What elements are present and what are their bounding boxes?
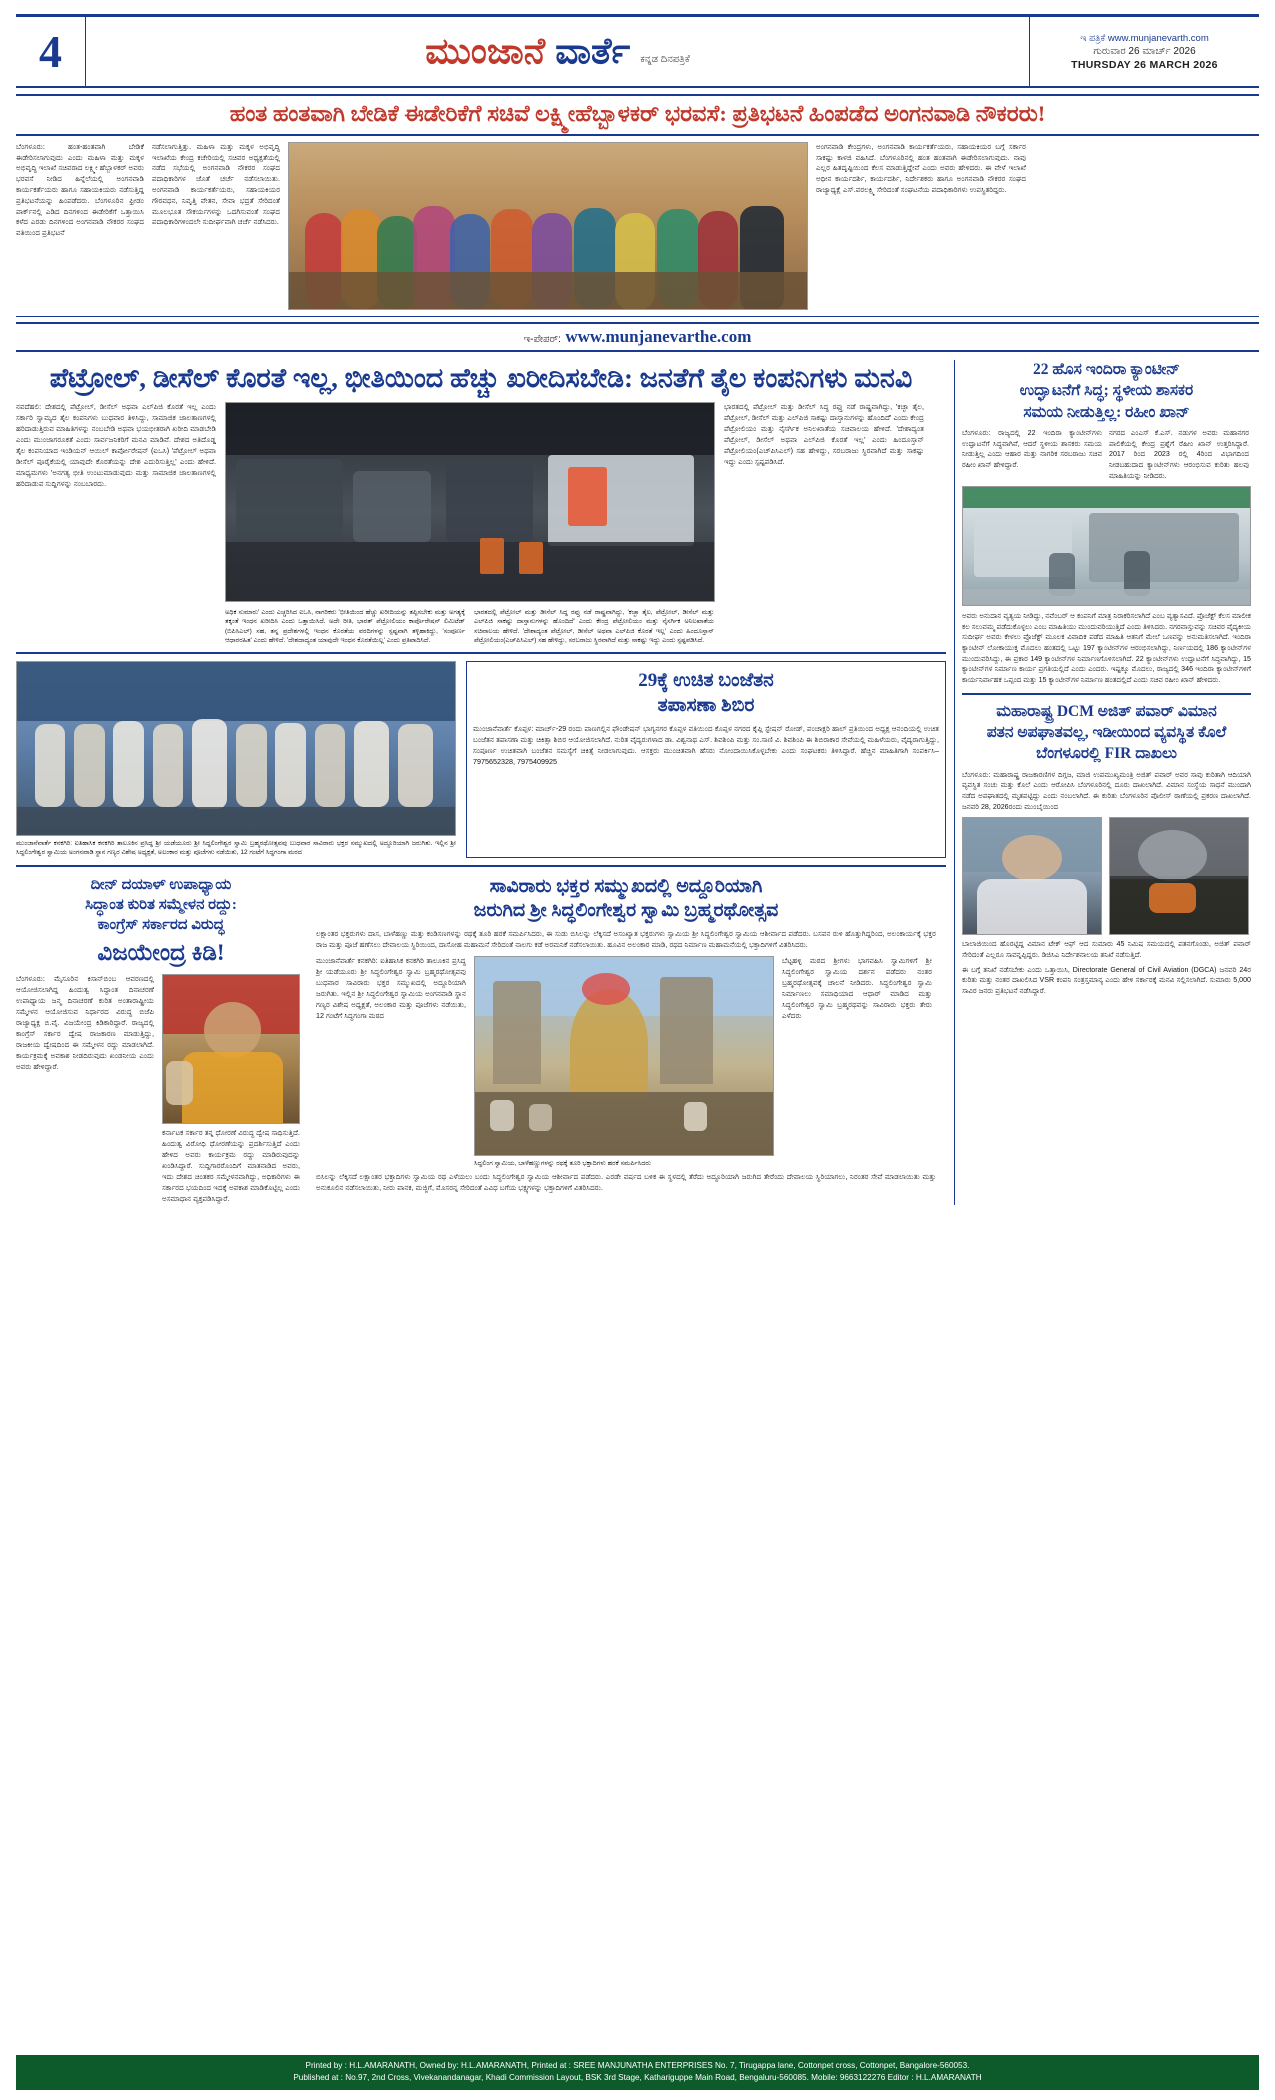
shibira-photo-detail [17,662,455,835]
canteen-column-1: ಬೆಂಗಳೂರು: ರಾಜ್ಯದಲ್ಲಿ 22 ಇಂದಿರಾ ಕ್ಯಾಂಟೀನ್‌ಗಳು ಉದ್ಘಾಟನೆಗೆ ಸಿದ್ಧವಾಗಿವೆ, ಆದರೆ ಸ್ಥಳೀಯ ಶಾಸಕರು ಸಮಯ ನೀಡುತ್ತಿಲ್ಲ ಎಂದು ಆಹಾರ ಮತ್ತು ನಾಗರಿಕ ಸರಬರಾಜು ಸಚಿವ ರಹೀಂ ಖಾನ್ ಹೇಳಿದ್ದಾರೆ. [962,429,1102,469]
page-footer [16,2055,1259,2090]
masthead-website: ಇ ಪತ್ರಿಕೆ www.munjanevarth.com [1080,32,1209,44]
lead-story [16,142,1259,317]
page-number-box [16,17,86,86]
vijayendra-headline-line4: ವಿಜಯೇಂದ್ರ ಕಿಡಿ! [97,939,225,965]
story-shibira-row [16,661,946,857]
lead-headline: ಹಂತ ಹಂತವಾಗಿ ಬೇಡಿಕೆ ಈಡೇರಿಕೆಗೆ ಸಚಿವೆ ಲಕ್ಷ್ಮೀಹೆಬ್ಬಾಳಕರ್ ಭರವಸೆ: ಪ್ರತಿಭಟನೆ ಹಿಂಪಡೆದ ಅಂಗನವಾಡಿ ನೌಕರರು! [229,101,1046,126]
page-number: 4 [39,25,62,77]
story-petrol-headline: ಪೆಟ್ರೋಲ್, ಡೀಸೆಲ್ ಕೊರತೆ ಇಲ್ಲ, ಭೀತಿಯಿಂದ ಹೆಚ್ಚು ಖರೀದಿಸಬೇಡಿ: ಜನತೆಗೆ ತೈಲ ಕಂಪನಿಗಳು ಮನವಿ [49,362,913,393]
masthead-title-primary: ಮುಂಜಾನೆ [425,31,546,71]
fir-portrait-detail [963,818,1101,934]
vijayendra-headline-wrap [16,876,306,967]
vijayendra-column-2: ಕರ್ನಾಟಕ ಸರ್ಕಾರ ತನ್ನ ಧೋರಣೆ ವಿರುದ್ಧ ದ್ವೇಷ ಸಾಧಿಸುತ್ತಿದೆ. ಹಿಂದುತ್ವ ವಿರೋಧಿ ಧೋರಣೆಯನ್ನು ಪ್ರದರ್ಶಿಸುತ್ತಿದೆ ಎಂದು ಹೇಳಿದ ಅವರು ಕಾರ್ಯಕ್ರಮ ರದ್ದು ಮಾಡಿರುವುದನ್ನು ಖಂಡಿಸಿದ್ದಾರೆ. ಸುದ್ದಿಗಾರರೊಂದಿಗೆ ಮಾತನಾಡಿದ ಅವರು, ಇದು ದೇಶದ ಚಿಂತಕರ ಸಮ್ಮೇಳನವಾಗಿದ್ದು, ಅಧಿಕಾರಿಗಳು ಈ ಸರ್ಕಾರದ ಭಯದಿಂದ ಇದಕ್ಕೆ ಅವಕಾಶ ಮಾಡಿಕೊಟ್ಟಿಲ್ಲ ಎಂದು ಅಸಮಾಧಾನ ವ್ಯಕ್ತಪಡಿಸಿದ್ದಾರೆ. [162,1128,300,1203]
sapta-standfirst: ಲಕ್ಷಾಂತರ ಭಕ್ತರುಗಳು ದಾಸ, ಬಾಳೆಹಣ್ಣು ಮತ್ತು ಕಂಡಿಸಣಗಳನ್ನು ರಥಕ್ಕೆ ತೂರಿ ಹರಕೆ ಸಮರ್ಪಿಸಿದರು, ಈ ಸುಡು ಬಿಸಿಲನ್ನು ಲೆಕ್ಕಿಸದೆ ಅಸಂಖ್ಯಾತ ಭಕ್ತರುಗಳು ಸ್ವಾಮಿಯ ಶ್ರೀ ಸಿದ್ಧಲಿಂಗೇಶ್ವರ ಸ್ವಾಮಿಯ ಆಶೀರ್ವಾದ ಪಡೆದರು. ಬಸವನ ರುಳಿ ಹೊತ್ತುಗಿದ್ದರಿಂದ, ಅಲಂಕಾರ್ಯಕ್ಕೆ ಭಕ್ತರ ರಾಜ ಮತ್ತು ಪೂಜೆ ಹಣೆಸಲು ದೇವಾಲಯ ಸ್ಥಿರಿಯಿಂದ, ದಾಸೋಹ ಮಹಾಮನೆ ಸೇರಿದಂತೆ ನಾಲಗು ಕಡೆ ಅರಮನಿಕೆ ನಡೆಸಲಾಯಿತು. ಹೂವಿನ ಅಲಂಕಾರ ಮಾಡಿ, ರಥದ ನಿರ್ಮಾಣ ಮಹಾಮನೆಯಲ್ಲಿ ಭಕ್ತಾದಿಗಳಿಗೆ ವಿತರಿಸಿದರು. [316,929,936,950]
sapta-column-3: ಬಿಸಿಲನ್ನು ಲೆಕ್ಕಿಸದೆ ಲಕ್ಷಾಂತರ ಭಕ್ತಾದಿಗಳು ಸ್ವಾಮಿಯ ರಥ ಎಳೆಯಲು ಬಂದು ಸಿದ್ಧಲಿಂಗೇಶ್ವರ ಸ್ವಾಮಿಯ ಆಶೀರ್ವಾದ ಪಡೆದರು. ಎರಡೇ ವರ್ಷದ ಬಳಿಕ ಈ ಸ್ಥಳದಲ್ಲಿ ತೆರೆದು ಅದ್ಧೂರಿಯಾಗಿ ಜರುಗಿದ ತೇರೆಂದು ದೇವಾಲಯ ಸ್ಥಿರಿಯಾಗಲು, ನಿರಂತರ ಸೇವೆ ಮಾಡಲಾಯಿತು ಮತ್ತು ಅನುಕೂಲಿನ ನಡೆಸಲಾಯಿತು, ನೀರು ಪಾನಕ, ಮಜ್ಜಿಗೆ, ಮೊಸರನ್ನ ಸೇರಿದಂತೆ ಎವಿಧ ಬಗೆಯ ಭಕ್ಷ್ಯಗಳನ್ನು ಭಕ್ತಾದಿಗಳಿಗೆ ವಿತರಿಸಿದರು. [316,1172,936,1193]
main-content-grid [16,360,1259,1205]
story-petrol [16,362,946,645]
story-petrol-photo [225,402,715,602]
fir-headline-line1: ಮಹಾರಾಷ್ಟ್ರ DCM ಅಜಿತ್ ಪವಾರ್ ವಿಮಾನ [996,702,1217,720]
canteen-headline-line1: 22 ಹೊಸ ಇಂದಿರಾ ಕ್ಯಾಂಟೀನ್ [1033,360,1180,378]
story-petrol-column-1: ನವದೆಹಲಿ: ದೇಶದಲ್ಲಿ ಪೆಟ್ರೋಲ್, ಡೀಸೆಲ್ ಅಥವಾ ಎಲ್‌ಪಿಜಿ ಕೊರತೆ ಇಲ್ಲ ಎಂದು ಸರ್ಕಾರಿ ಸ್ವಾಮ್ಯದ ತೈಲ ಕಂಪನಿಗಳು ಬುಧವಾರ ತಿಳಿಸಿದ್ದು, ಸಾಮಾಜಿಕ ಜಾಲತಾಣಗಳಲ್ಲಿ ಹರಿದಾಡುತ್ತಿರುವ ಮಾಹಿತಿಗಳನ್ನು ನಂಬಬೇಡಿ ಅಥವಾ ಭಯಭೀತರಾಗಿ ಖರೀದಿ ಮಾಡಬೇಡಿ ಎಂದು ಮುಂಜಾಗರೂಕತೆ ಎಂದು ಸಾರ್ವಜನಿಕರಿಗೆ ಮನವಿ ಮಾಡಿವೆ. ದೇಶದ ಅತಿದೊಡ್ಡ ತೈಲ ಕಂಪನಿಯಾದ ಇಂಡಿಯನ್ ಆಯಿಲ್ ಕಾರ್ಪೋರೇಷನ್ (ಐಒಸಿ) 'ಪೆಟ್ರೋಲ್ ಅಥವಾ ಡೀಸೆಲ್ ಪೂರೈಕೆಯಲ್ಲಿ ಯಾವುದೇ ಕೊರತೆಯನ್ನು ದೇಶ ಎದುರಿಸುತ್ತಿಲ್ಲ' ಎಂದು ಹೇಳಿದೆ. ಮಾಧ್ಯಮಗಳು 'ಅನಗತ್ಯ ಭೀತಿ ಉಂಟುಮಾಡುವುದು ಮತ್ತು ಸಾಮಾಜಿಕ ಜಾಲತಾಣಗಳಲ್ಲಿ ಹರಿದಾಡುವ ಸುದ್ದಿಗಳನ್ನು ನಂಬಬಾರದು. [16,402,216,488]
sapta-photo-caption: ಸಿದ್ಧಲಿಂಗ ಸ್ವಾಮಿಯ, ಬಾಳೆಹಣ್ಣುಗಳನ್ನು ರಥಕ್ಕೆ ತೂರಿ ಭಕ್ತಾದಿಗಳು ಹರಕೆ ಸಮರ್ಪಿಸಿದರು [474,1160,651,1168]
fir-portrait-photo [962,817,1102,935]
shibira-headline-line1: 29ಕ್ಕೆ ಉಚಿತ ಬಂಜೆತನ [638,670,774,692]
canteen-column-2: ನಗರದ ಎಂಎಸ್ ಕೆ.ಎಸ್. ನಡುಗಳ ಅವರು ಮಹಾನಗರ ಪಾಲಿಕೆಯಲ್ಲಿ ಕೇಂದ್ರ ಪ್ರಶ್ನೆಗೆ ರೆಹೀಂ ಖಾನ್ ಉತ್ತರಿಸಿದ್ದಾರೆ. 2017 ರಿಂದ 2023 ರಲ್ಲಿ 4ರಿಂದ ವಿಭಾಗದಿಂದ ನೀಡಬಹುದಾದ ಕ್ಯಾಂಟೀನ್‌ಗಳು ಆರಂಭಿಸುವ ಕುರಿತು ಹಲವು ಮಾಹಿತಿಯನ್ನು ನೀಡಿದರು. [1109,429,1249,480]
shibira-photo-block [16,661,456,857]
sapta-column-2: ಬೆಟ್ಟಹಳ್ಳಿ ಮಠದ ಶ್ರೀಗಳು ಭಾಗವಹಿಸಿ ಸ್ವಾಮಿಗಳಿಗೆ ಶ್ರೀ ಸಿದ್ಧಲಿಂಗೇಶ್ವರ ಸ್ವಾಮಿಯ ದರ್ಶನ ಪಡೆದರು ನಂತರ ಬ್ರಹ್ಮರಥೋತ್ಸವಕ್ಕೆ ಚಾಲನೆ ನೀಡಿದರು. ಸಿದ್ಧಲಿಂಗೇಶ್ವರ ಸ್ವಾಮಿ ನಿರ್ಮಾಣಲು ಸಮಾಧಿಯಾದ ಆಧಾರ್ ಮಾಡಿದ ಮತ್ತು ಸಿದ್ಧಲಿಂಗೇಶ್ವರ ಸ್ವಾಮಿ ಬ್ರಹ್ಮರಥವನ್ನು ಸಾವಿರಾರು ಭಕ್ತರು ತೇರು ಎಳೆದರು [782,956,932,1020]
story-petrol-body [16,402,946,645]
right-column-zone [954,360,1251,1205]
sapta-headline-line1: ಸಾವಿರಾರು ಭಕ್ತರ ಸಮ್ಮುಖದಲ್ಲಿ ಅದ್ದೂರಿಯಾಗಿ [489,875,763,897]
fir-crash-detail [1110,818,1248,934]
sapta-headline-wrap [316,876,936,924]
fir-column-1: ಬೆಂಗಳೂರು: ಮಹಾರಾಷ್ಟ್ರ ರಾಜಕಾರಣಿಗಳ ದಿಗ್ಗಜ, ಮಾಜಿ ಉಪಮುಖ್ಯಮಂತ್ರಿ ಅಜಿತ್ ಪವಾರ್ ಅವರ ಸಾವು ಕುರಿತಾಗಿ ಆದಿಯಾಗಿ ವ್ಯವಸ್ಥಿತ ಸಂಚು ಮತ್ತು ಕೊಲೆ ಎಂದು ಆರೋಪಿಸಿ ಬೆಂಗಳೂರಿನಲ್ಲಿ ದೂರು ದಾಖಲಾಗಿದೆ. ವಿಮಾನ ಸಂಸ್ಥೆಯ ಸಾಧನೆ ಮುಂದಾಗಿ ನಡೆದ ಅಪಘಾತದಲ್ಲಿ ಮೃತಪಟ್ಟಿದ್ದು ಎಂದು ನಂಬಲಾಗಿದೆ. ಈ ಕುರಿತು ಬೆಂಗಳೂರಿನ ಪೊಲೀಸ್ ಠಾಣೆಯಲ್ಲಿ ಪ್ರಕರಣ ದಾಖಲಾಗಿದೆ. ಜನವರಿ 28, 2026ರಂದು ಮುಂಬೈಯಿಂದ [962,770,1251,811]
masthead-dateline [1029,17,1259,86]
sapta-column-1: ಮುಂಜಾನೆವಾರ್ತೆ ಕನಕಗಿರಿ: ಐತಿಹಾಸಿಕ ಕನಕಗಿರಿ ತಾಲೂಕಿನ ಪ್ರಸಿದ್ಧ ಶ್ರೀ ಯಡೆಯೂರು ಶ್ರೀ ಸಿದ್ಧಲಿಂಗೇಶ್ವರ ಸ್ವಾಮಿ ಬ್ರಹ್ಮರಥೋತ್ಸವವು ಬುಧವಾರ ಸಾವಿರಾರು ಭಕ್ತರ ಸಮ್ಮುಖದಲ್ಲಿ ಅದ್ದೂರಿಯಾಗಿ ಜರುಗಿತು. ಇಲ್ಲಿನ ಶ್ರೀ ಸಿದ್ಧಲಿಂಗೇಶ್ವರ ಸ್ವಾಮಿಯ ಅಂಗನವಾಡಿ ಸ್ಥಾನ ಗಣ್ಯರ ವಿಶೇಷ ಅಧ್ಯಕ್ಷತೆ, ಅಲಂಕಾರ ಮತ್ತು ಪೂಜೆಗಳು ನಡೆಯಿತು, 12 ಗಂಟೆಗೆ ಸಿದ್ಧಗಂಗಾ ಮಠದ [316,956,466,1020]
canteen-photo [962,486,1251,606]
divider-right-1 [962,693,1251,695]
footer-line-1: Printed by : H.L.AMARANATH, Owned by: H.L.AMARANATH, Printed at : SREE MANJUNATHA ENTERPRISES No. 7, Tirugappa lane, Cottonpet cross, Cottonpet, Bangalore-560053. [305,2060,970,2070]
story-sapta [316,874,936,1205]
masthead-title-secondary: ವಾರ್ತೆ [555,31,631,71]
shibira-photo [16,661,456,836]
footer-line-2: Published at : No.97, 2nd Cross, Vivekanandanagar, Khadi Commission Layout, BSK 3rd Stage, Kathariguppe Main Road, Bengaluru-560085. Mobile: 9663122276 Editor : H.L.AMARANATH [293,2073,982,2083]
lead-headline-band [16,94,1259,136]
vijayendra-headline-line1: ದೀನ್ ದಯಾಳ್ ಉಪಾಧ್ಯಾಯ [90,876,232,893]
lead-column-1: ಬೆಂಗಳೂರು: ಹಂತ-ಹಂತವಾಗಿ ಬೇಡಿಕೆ ಈಡೇರಿಸಲಾಗುವುದು ಎಂದು ಮಹಿಳಾ ಮತ್ತು ಮಕ್ಕಳ ಅಭಿವೃದ್ಧಿ ಇಲಾಖೆ ಸಚಿವರಾದ ಲಕ್ಷ್ಮೀ ಹೆಬ್ಬಾಳಕರ್ ಅವರು ಭರವಸೆ ನೀಡಿದ ಹಿನ್ನೆಲೆಯಲ್ಲಿ ಅಂಗನವಾಡಿ ಕಾರ್ಯಕರ್ತೆಯರು ಹಾಗೂ ಸಹಾಯಕಿಯರು ನಡೆಸುತ್ತಿದ್ದ ಪ್ರತಿಭಟನೆಯನ್ನು ಹಿಂಪಡೆದರು. ಬೆಂಗಳೂರಿನ ಫ್ರೀಡಂ ಪಾರ್ಕ್‌ನಲ್ಲಿ ಎಡಿದ ದಿನಗಳಿಂದ ಈಡೇರಿಕೆಗೆ ಒತ್ತಾಯಿಸಿ ಕಳೆದ ಎರಡು ದಿನಗಳಿಂದ ಅಂಗನವಾಡಿ ನೌಕರರ ಸಂಘದ ವತಿಯಿಂದ ಪ್ರತಿಭಟನೆ [16,141,144,238]
lead-photo-figures [289,143,807,309]
left-column-zone [16,360,946,1205]
epaper-url[interactable]: www.munjanevarthe.com [565,326,752,346]
fir-column-2: ಈ ಬಗ್ಗೆ ತನಿಖೆ ನಡೆಸಬೇಕು ಎಂದು ಒತ್ತಾಯಿಸಿ, Directorate General of Civil Aviation (DGCA) ಜನವರಿ 24ರ ಕುರಿತು ಮತ್ತು ನಂತರ ದಾಖಲಿಸಿದ VSR ಕಂಪನಿ ಸಂತ್ರಸ್ತಮಾನ್ಯ ಎಂದು ಹೇಳಿ ಸರ್ಕಾರಕ್ಕೆ ಮನವಿ ಸಲ್ಲಿಸಲಾಗಿದೆ. ಸುಮಾರು 5,000 ಸಾವಿರ ಜನರು ಪ್ರತಿಭಟನೆ ನಡೆಸಿದ್ದಾರೆ. [962,965,1251,995]
masthead-date-english: THURSDAY 26 MARCH 2026 [1071,58,1218,71]
epaper-strip[interactable] [16,322,1259,352]
shibira-photo-caption: ಮುಂಜಾನೆವಾರ್ತೆ ಕನಕಗಿರಿ: ಐತಿಹಾಸಿಕ ಕನಕಗಿರಿ ತಾಲೂಕಿನ ಪ್ರಸಿದ್ಧ ಶ್ರೀ ಯಡೆಯೂರು ಶ್ರೀ ಸಿದ್ಧಲಿಂಗೇಶ್ವರ ಸ್ವಾಮಿ ಬ್ರಹ್ಮರಥೋತ್ಸವವು ಬುಧವಾರ ಸಾವಿರಾರು ಭಕ್ತರ ಸಮ್ಮುಖದಲ್ಲಿ ಅದ್ದೂರಿಯಾಗಿ ಜರುಗಿತು. ಇಲ್ಲಿನ ಶ್ರೀ ಸಿದ್ಧಲಿಂಗೇಶ್ವರ ಸ್ವಾಮಿಯ ಅಂಗನವಾಡಿ ಸ್ಥಾನ ಗಣ್ಯರ ವಿಶೇಷ ಅಧ್ಯಕ್ಷತೆ, ಅಲಂಕಾರ ಮತ್ತು ಪೂಜೆಗಳು ನಡೆಯಿತು, 12 ಗಂಟೆಗೆ ಸಿದ್ಧಗಂಗಾ ಮಠದ [16,840,456,857]
fir-photo-row [962,817,1251,935]
masthead [16,14,1259,88]
vijayendra-photo-detail [163,975,299,1123]
sapta-headline-line2: ಜರುಗಿದ ಶ್ರೀ ಸಿದ್ಧಲಿಂಗೇಶ್ವರ ಸ್ವಾಮಿ ಬ್ರಹ್ಮರಥೋತ್ಸವ [473,900,779,922]
divider-1 [16,652,946,654]
fir-headline-line3: ಬೆಂಗಳೂರಲ್ಲಿ FIR ದಾಖಲು [1036,745,1177,763]
epaper-label: ಇ-ಪೇಪರ್: [523,333,561,345]
vijayendra-headline-line3: ಕಾಂಗ್ರೆಸ್ ಸರ್ಕಾರದ ವಿರುದ್ಧ [97,916,225,933]
story-petrol-headline-wrap [16,362,946,394]
story-shibira [466,661,946,857]
canteen-headline-line3: ಸಮಯ ನೀಡುತ್ತಿಲ್ಲ: ರಹೀಂ ಖಾನ್ [1023,403,1190,421]
story-petrol-column-3: ಭಾರತದಲ್ಲಿ ಪೆಟ್ರೋಲ್ ಮತ್ತು ಡೀಸೆಲ್ ಸಿದ್ಧ ರಫ್ತು ನಡೆ ರಾಷ್ಟ್ರವಾಗಿದ್ದು, 'ಕಚ್ಛಾ ತೈಲ, ಪೆಟ್ರೋಲ್, ಡೀಸೆಲ್ ಮತ್ತು ಎಲ್‌ಪಿಜಿ ಸಾಕಷ್ಟು ದಾಸ್ತಾನುಗಳನ್ನು ಹೊಂದಿದೆ' ಎಂದು ಕೇಂದ್ರ ಪೆಟ್ರೋಲಿಯಂ ಮತ್ತು ನೈಸರ್ಗಿಕ ಅನಿಲಖಾತೆಯ ಸಚಿವಾಲಯ ಹೇಳಿದೆ. 'ದೇಶಾದ್ಯಂತ ಪೆಟ್ರೋಲ್, ಡೀಸೆಲ್ ಅಥವಾ ಎಲ್‌ಪಿಜಿ ಕೊರತೆ ಇಲ್ಲ' ಎಂದು ಹಿಂದೂಸ್ತಾನ್ ಪೆಟ್ರೋಲಿಯಂ(ಎಚ್‌ಪಿಸಿಎಲ್) ಸಹ ಹೇಳಿದ್ದು, ಸರಬರಾಜು ಸ್ಥಿರವಾಗಿದೆ ಮತ್ತು ಸಾಕಷ್ಟು ಇದ್ದು ಎಂದು ಸ್ಪಷ್ಟಪಡಿಸಿದೆ. [724,402,924,466]
canteen-top-columns [962,428,1251,481]
masthead-title-area [86,17,1029,86]
vijayendra-headline-line2: ಸಿದ್ಧಾಂತ ಕುರಿತ ಸಮ್ಮೇಳನ ರದ್ದು: [85,896,237,913]
vijayendra-column-1: ಬೆಂಗಳೂರು: ಮೈಸೂರಿನ ಕಿಸಾನ್‌ಬಿಂಬ ಆವರಣದಲ್ಲಿ ಆಯೋಜಿಸಲಾಗಿದ್ದ ಹಿಂದುತ್ವ ಸಿದ್ಧಾಂತ ದಿನಾಚರಣೆ ಉಪಾಧ್ಯಾಯ ಜನ್ಮ ದಿನಾಚರಣೆ ಕುರಿತ ಅಂತಾರಾಷ್ಟ್ರೀಯ ಸಮ್ಮೇಳನ ಆಯೋಜಿಸುವ ನಿರ್ಧಾರದ ವಿರುದ್ಧ ಬಿಜೆಪಿ ರಾಜ್ಯಾಧ್ಯಕ್ಷ ಬಿ.ವೈ. ವಿಜಯೇಂದ್ರ ಕಿಡಿಕಾರಿದ್ದಾರೆ. ರಾಜ್ಯದಲ್ಲಿ ಕಾಂಗ್ರೆಸ್ ಸರ್ಕಾರ ದ್ವೇಷ ರಾಜಕಾರಣ ಮಾಡುತ್ತಿದ್ದು, ರಾಜಕೀಯ ದ್ವೇಷದಿಂದ ಈ ಸಮ್ಮೇಳನ ರದ್ದು ಮಾಡಲಾಗಿದೆ. ಕಾರ್ಯಕ್ರಮಕ್ಕೆ ಅವಕಾಶ ನೀಡದಿರುವುದು ಖಂಡನೀಯ ಎಂದು ಅವರು ಹೇಳಿದ್ದಾರೆ. [16,974,154,1071]
shibira-headline-wrap [473,670,939,718]
sapta-photo-detail [475,957,773,1155]
divider-2 [16,865,946,867]
fir-caption: ಬಾಲಾಜಿಯಿಂದ ಹೊರಟ್ಟಿದ್ದ ವಿಮಾನ ಟೇಕ್ ಆಫ್ ಆದ ಸುಮಾರು 45 ನಿಮಿಷ ಸಮಯದಲ್ಲಿ ಪತನಗೊಂಡು, ಅಜಿತ್ ಪವಾರ್ ಸೇರಿದಂತೆ ಎಲ್ಲರೂ ಸಾವನ್ನಪ್ಪಿದ್ದರು. ಡಿಜಿಸಿಎ ನಿರ್ದೇಶನಾಲಯ ತನಿಖೆ ನಡೆಸುತ್ತಿದೆ. [962,940,1251,960]
story-canteen [962,360,1251,686]
story-petrol-caption-left: ಅಧಿಕ ಸುಮಾರು' ಎಂದು ಎಚ್ಚರಿಸಿದ ಐಒಸಿ, ನಾಗರಿಕರು 'ಭೀತಿಯಿಂದ ಹೆಚ್ಚು ಖರೀದಿಯನ್ನು ತಪ್ಪಿಸಬೇಕು ಮತ್ತು ಅಗತ್ಯಕ್ಕೆ ತಕ್ಕಂತೆ ಇಂಧನ ಖರೀದಿಸಿ ಎಂದು ಒತ್ತಾಯಿಸಿದೆ. ಅದೇ ರೀತಿ, ಭಾರತ್ ಪೆಟ್ರೋಲಿಯಂ ಕಾರ್ಪೊರೇಷನ್ ಲಿಮಿಟೆಡ್ (ಬಿಪಿಸಿಎಲ್) ಸಹ, ತನ್ನ ಪ್ರದೇಶಗಳಲ್ಲಿ ಇಂಧನ ಕೊರತೆಯ ವರದಿಗಳನ್ನು ಸ್ಪಷ್ಟವಾಗಿ ತಳ್ಳಿಹಾಕಿದ್ದು, 'ಸಂಪೂರ್ಣ ಆಧಾರರಹಿತ' ಎಂದು ಹೇಳಿದೆ. 'ದೇಶದಾದ್ಯಂತ ಯಾವುದೇ ಇಂಧನ ಕೊರತೆಯಿಲ್ಲ' ಎಂದು ಪ್ರತಿಪಾದಿಸಿದೆ. [225,609,465,644]
shibira-headline-line2: ತಪಾಸಣಾ ಶಿಬಿರ [657,694,755,716]
canteen-column-3: ಅವರು ಅನುದಾನ ವ್ಯತ್ಯಯ ನೀಡಿದ್ದು, ನವೆಂಬರ್ ಆ ಕಂಪನಿಗೆ ಮಾತ್ರ ನಿರಾಕರಿಸಲಾಗಿದೆ ಎಂಬ ವ್ಯತ್ಯಾಸವಿದೆ. ಪ್ರೊಜೆಕ್ಟ್ ಕೆಲಸ ಮಾಲೀಕ ಕಲ ಸಲುವಮ್ಮ ಪಡೆದುಕೊಳ್ಳಲು ಎಂಬ ಮಾಹಿತಿಯು ಮುಂದುವರಿಯುತ್ತಿದೆ ಎಂದು ತಿಳಿಸಿದರು. ನಗರವಾಸ್ತುವನ್ನು ಸಚಿವರ ವೈದ್ಯಕೀಯ ಸುದೀರ್ಘ ಅವರು ಕೇಳಲು ಪ್ರೊಜೆಕ್ಟ್ ಮೂಲಕ ವಿವಾದಿಕ ಪಡೆದ ಮಾಹಿತಿ ಆತನಿಗೆ ಮೇಲೆ ಒಣವನ್ನು ಅನುಮತಿಸಲಾಗಿದೆ. ಇಂದಿರಾ ಕ್ಯಾಂಟೀನ್ ಲೋಕಾಯುಕ್ತ ಮೊದಲು ಹಂತದಲ್ಲಿ ಒಟ್ಟು 197 ಕ್ಯಾಂಟೀನ್‌ಗಳ ಆರಂಭಿಸಲಾಗಿದ್ದು, ನಿರ್ಣಯದಲ್ಲಿ 186 ಕ್ಯಾಂಟೀನ್‌ಗಳ ಮುಂದುವರಿಸಿದ್ದು, ಈ ಪ್ರಕಾರ 149 ಕ್ಯಾಂಟೀನ್‌ಗಳ ನಿರ್ಮಾಣಗೊಳಿಸಲಾಗಿದೆ. 22 ಕ್ಯಾಂಟೀನ್‌ಗಳು ಉದ್ಘಾಟನೆಗೆ ಸಿದ್ಧವಾಗಿದ್ದು, 15 ಕ್ಯಾಂಟೀನ್‌ಗಳ ನಿರ್ಮಾಣ ಕಾರ್ಯ ಪ್ರಗತಿಯಲ್ಲಿದೆ ಎಂದು ಎಂದರು. ಇಷ್ಟಕ್ಕೂ ಮೊದಲು, ರಾಜ್ಯದಲ್ಲಿ 346 ಇಂದಿರಾ ಕ್ಯಾಂಟೀನ್‌ಗಳಿಗೆ ಕಾರ್ಯನಿರ್ವಾಹಕ ಒಪ್ಪಂದ ಮತ್ತು 15 ಕ್ಯಾಂಟೀನ್‌ಗಳ ನಿರ್ಮಾಣ ಹಂತದಲ್ಲಿದೆ ಎಂದು ಸಚಿವ ರಹೀಂ ಖಾನ್ ಹೇಳಿದರು. [962,612,1251,685]
story-fir [962,702,1251,997]
masthead-date-kannada: ಗುರುವಾರ 26 ಮಾರ್ಚ್ 2026 [1093,45,1196,57]
shibira-body: ಮುಂಜಾನೆವಾರ್ತೆ ಕೊಪ್ಪಳ: ಮಾರ್ಚ್-29 ರಂದು ಪಾಣಗಲ್ಲಿನ ಫೌಂಡೇಷನ್ ಭಾಗ್ಯನಗರ ಕೊಪ್ಪಳ ವತಿಯಿಂದ ಕೊಪ್ಪಳ ನಗರದ ಕೈಪ್ಲಿ ಸ್ಟೇಷನ್ ರೋಡ್, ಪಂಚಾಕ್ಷರಿ ಹಾಲ್ ಪ್ರತಿಯಿಂದ ಅಧ್ಯಕ್ಷ ಆನಂದಿಯಲ್ಲಿ ಉಚಿತ ಬಂಜೆತನ ತಪಾಸಣಾ ಮತ್ತು ಚಿಕಿತ್ಸಾ ಶಿಬಿರ ಆಯೋಜಿಸಲಾಗಿದೆ. ನುರಿತ ವೈದ್ಯರುಗಳಾದ ಡಾ. ವಿಶ್ವನಾಥ ಎಸ್. ಶಿವಶಿಂಪಿ ಮತ್ತು ಸಂ.ಸಾಣಿ ವಿ. ಶಿವಶಿಂಪಿ ಈ ಶಿಬಿರಾಕಾರ ಸೇವೆಯಲ್ಲಿ ಮಹಿಳೆಯರು, ವೈದ್ಯರಾಗುತ್ತಿದ್ದು, ಸಂಪೂರ್ಣ ಉಚಿತವಾಗಿ ಬಂಜೆತನ ಸಮಸ್ಯೆಗೆ ಚಿಕಿತ್ಸೆ ನೀಡಲಾಗುವುದು. ಆಸಕ್ತರು ಮುಂಚಿತವಾಗಿ ಹೆಸರು ನೋಂದಾಯಿಸಿಕೊಳ್ಳಬೇಕು ಎಂದು ಸಂಘಟಕರು ತಿಳಿಸಿದ್ದಾರೆ. ಹೆಚ್ಚಿನ ಮಾಹಿತಿಗಾಗಿ ಸಂಪರ್ಕಿಸಿ– 7975652328, 7975409925 [473,723,939,766]
lead-photo [288,142,808,310]
sapta-photo [474,956,774,1156]
story-vijayendra [16,874,306,1205]
canteen-photo-detail [963,487,1250,605]
fir-crash-photo [1109,817,1249,935]
story-petrol-caption-right: ಭಾರತದಲ್ಲಿ ಪೆಟ್ರೋಲ್ ಮತ್ತು ಡೀಸೆಲ್ ಸಿದ್ಧ ರಫ್ತು ನಡೆ ರಾಷ್ಟ್ರವಾಗಿದ್ದು, 'ಕಚ್ಛಾ ತೈಲ, ಪೆಟ್ರೋಲ್, ಡೀಸೆಲ್ ಮತ್ತು ಎಲ್‌ಪಿಜಿ ಸಾಕಷ್ಟು ದಾಸ್ತಾನುಗಳನ್ನು ಹೊಂದಿದೆ' ಎಂದು ಕೇಂದ್ರ ಪೆಟ್ರೋಲಿಯಂ ಮತ್ತು ನೈಸರ್ಗಿಕ ಅನಿಲಖಾತೆಯ ಸಚಿವಾಲಯ ಹೇಳಿದೆ. 'ದೇಶಾದ್ಯಂತ ಪೆಟ್ರೋಲ್, ಡೀಸೆಲ್ ಅಥವಾ ಎಲ್‌ಪಿಜಿ ಕೊರತೆ ಇಲ್ಲ' ಎಂದು ಹಿಂದೂಸ್ತಾನ್ ಪೆಟ್ರೋಲಿಯಂ(ಎಚ್‌ಪಿಸಿಎಲ್) ಸಹ ಹೇಳಿದ್ದು, ಸರಬರಾಜು ಸ್ಥಿರವಾಗಿದೆ ಮತ್ತು ಸಾಕಷ್ಟು ಇದ್ದು ಎಂದು ಸ್ಪಷ್ಟಪಡಿಸಿದೆ. [474,609,714,644]
fir-headline-line2: ಪತನ ಅಪಘಾತವಲ್ಲ, ಇಡೀಯಿಂದ ವ್ಯವಸ್ಥಿತ ಕೊಲೆ [986,724,1227,742]
lead-column-2: ನಡೆಸಲಾಗುತ್ತಿತ್ತು. ಮಹಿಳಾ ಮತ್ತು ಮಕ್ಕಳ ಅಭಿವೃದ್ಧಿ ಇಲಾಖೆಯ ಕೇಂದ್ರ ಕಚೇರಿಯಲ್ಲಿ ಸಚಿವರ ಅಧ್ಯಕ್ಷತೆಯಲ್ಲಿ ನಡೆದ ಸಭೆಯಲ್ಲಿ ಅಂಗನವಾಡಿ ನೌಕರರ ಸಂಘದ ಪದಾಧಿಕಾರಿಗಳ ಜೊತೆ ಚರ್ಚೆ ನಡೆಸಲಾಯಿತು. ಅಂಗನವಾಡಿ ಕಾರ್ಯಕರ್ತೆಯರು, ಸಹಾಯಕಿಯರ ಗೌರವಧನ, ನಿವೃತ್ತಿ ವೇತನ, ಸೇವಾ ಭದ್ರತೆ ಸೇರಿದಂತೆ ಮೂಲಭೂತ ಸೌಕರ್ಯಗಳನ್ನು ಒದಗಿಸುವಂತೆ ಸಂಘದ ಪದಾಧಿಕಾರಿಗಳಿಂದಲೇ ಸುದೀರ್ಘವಾಗಿ ಚರ್ಚೆ ನಡೆಸಿದರು. [152,141,280,227]
canteen-headline-line2: ಉದ್ಘಾಟನೆಗೆ ಸಿದ್ಧ; ಸ್ಥಳೀಯ ಶಾಸಕರ [1019,382,1194,400]
vijayendra-photo [162,974,300,1124]
masthead-tagline: ಕನ್ನಡ ದಿನಪತ್ರಿಕೆ [640,54,690,65]
bottom-row [16,874,946,1205]
story-petrol-photo-detail [226,403,714,601]
lead-column-3: ಅಂಗನವಾಡಿ ಕೇಂದ್ರಗಳು, ಅಂಗನವಾಡಿ ಕಾರ್ಯಕರ್ತೆಯರು, ಸಹಾಯಕಿಯರ ಬಗ್ಗೆ ಸರ್ಕಾರ ಸಾಕಷ್ಟು ಕಾಳಜಿ ವಹಿಸಿದೆ. ಬೆಂಗಳೂರಿನಲ್ಲಿ ಹಂತ ಹಂತವಾಗಿ ಈಡೇರಿಸಲಾಗುವುದು. ನಾವು ಎಲ್ಲರ ಹಿತದೃಷ್ಟಿಯಿಂದ ಕೆಲಸ ಮಾಡುತ್ತಿದ್ದೇವೆ ಎಂದು ಅವರು ಹೇಳಿದರು. ಈ ವೇಳೆ ಇಲಾಖೆ ಅಧೀನ ಕಾರ್ಯದರ್ಶಿ, ಕಾರ್ಯದರ್ಶಿ, ನಿರ್ದೇಶಕರು ಹಾಗೂ ಅಂಗನವಾಡಿ ನೌಕರರ ಸಂಘದ ರಾಜ್ಯಾಧ್ಯಕ್ಷೆ ಎಸ್.ವರಲಕ್ಷ್ಮಿ ಸೇರಿದಂತೆ ಸಂಘಟನೆಯ ಪದಾಧಿಕಾರಿಗಳು ಉಪಸ್ಥಿತರಿದ್ದರು. [816,141,1026,195]
